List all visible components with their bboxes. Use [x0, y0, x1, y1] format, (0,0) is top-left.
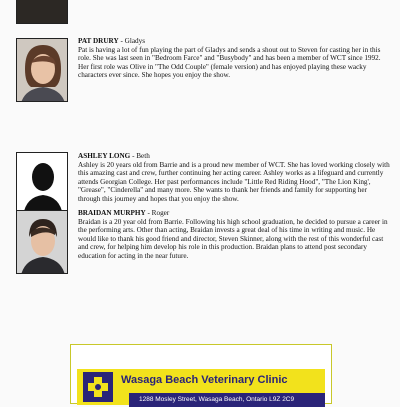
vet-clinic-ad — [70, 344, 332, 404]
bio-ashley-long — [78, 152, 390, 204]
cast-photo-ashley-long — [16, 152, 68, 216]
cast-photo-partial — [16, 0, 68, 24]
bio-pat-drury — [78, 37, 390, 80]
bio-text: Pat is having a lot of fun playing the part of Gladys and sends a shout out to Steven for casting her in this role. She was last seen in "Bedroom Farce" and "Busybody" and has been a member of WCT since 1992. Her first role was Olive in "The Odd Couple" (female version) and has enjoyed playing these wacky characters ever since. She hopes you enjoy the show. — [78, 45, 381, 80]
cast-name: PAT DRURY — [78, 37, 119, 45]
bio-text: Ashley is 20 years old from Barrie and is a proud new member of WCT. She has loved working closely with this amazing cast and crew, further continuing her acting career. Ashley works as a lifeguard and currently attends Georgian College. Her past performances include "Little Red Riding Hood", "The Lion King', "Grease", "Cinderella" and many more. She wants to thank her friends and family for supporting her through this journey and hopes that you enjoy the show. — [78, 160, 390, 203]
cast-photo-pat-drury — [16, 38, 68, 102]
paw-logo-icon — [83, 372, 113, 402]
clinic-name: Wasaga Beach Veterinary Clinic — [121, 374, 288, 386]
cast-name: BRAIDAN MURPHY — [78, 209, 146, 217]
cast-role: - Roger — [145, 209, 170, 217]
bio-text: Braidan is a 20 year old from Barrie. Following his high school graduation, he decided to pursue a career in the performing arts. Other than acting, Braidan invests a great deal of his time in writing and music. He would like to thank his good friend and director, Steven Skinner, along with the rest of this wonderful cast and crew, for helping him develop his role in this production. Braidan plans to attend post secondary education for acting in the near future. — [78, 217, 388, 260]
clinic-address: 1288 Mosley Street, Wasaga Beach, Ontario L9Z 2C9 — [129, 393, 325, 407]
cast-name: ASHLEY LONG — [78, 152, 131, 160]
bio-braidan-murphy — [78, 209, 390, 261]
cast-role: - Gladys — [118, 37, 146, 45]
cast-photo-braidan-murphy — [16, 210, 68, 274]
cast-role: - Beth — [130, 152, 150, 160]
silhouette-icon — [17, 153, 68, 216]
